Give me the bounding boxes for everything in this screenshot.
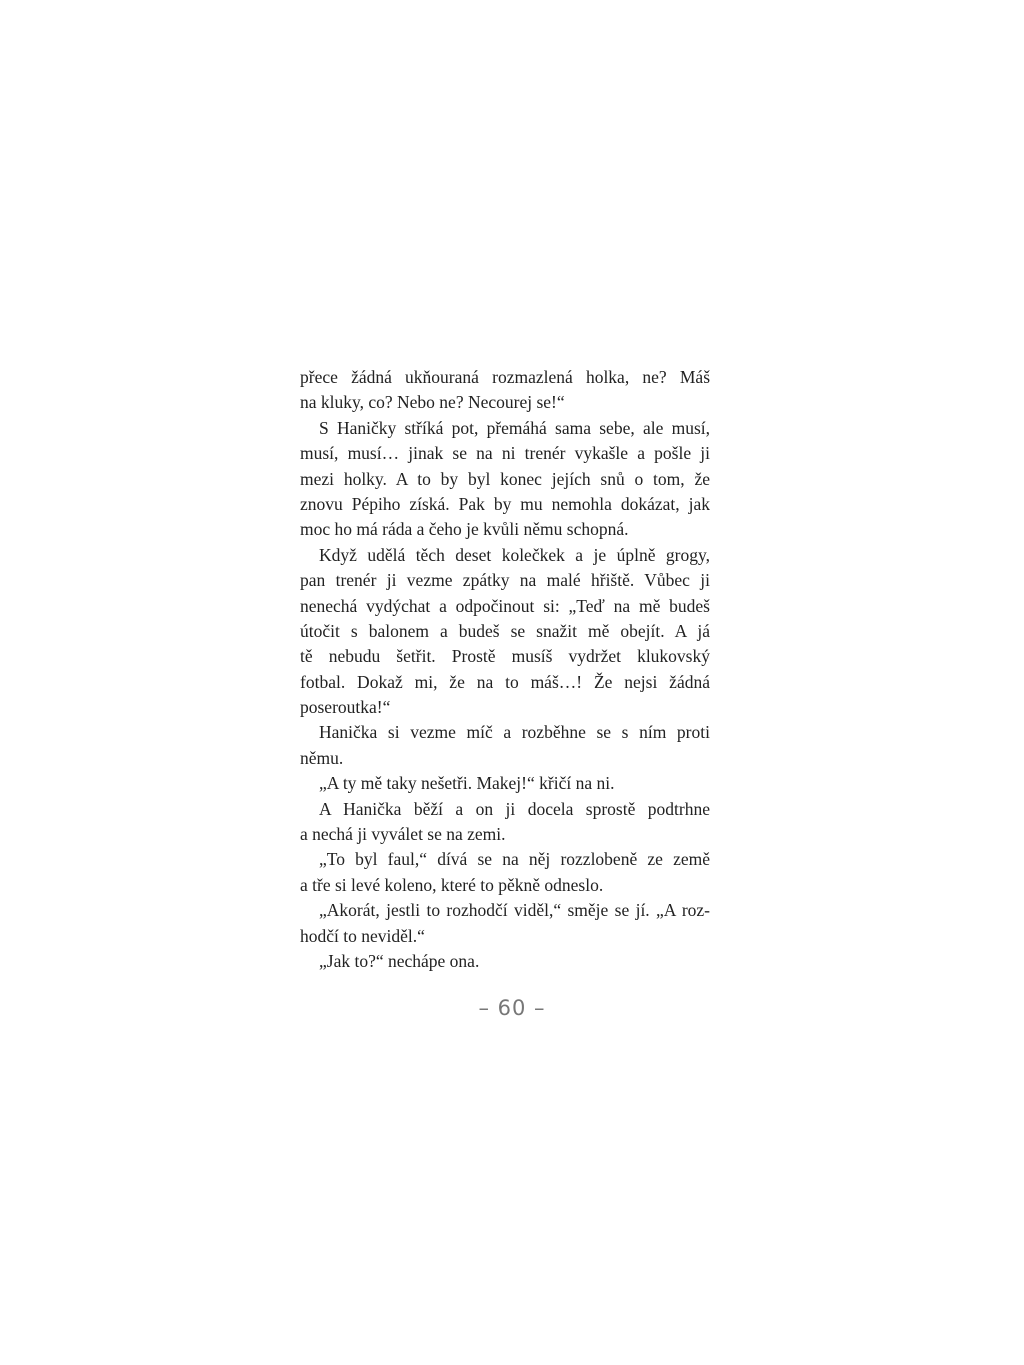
text-line: moc ho má ráda a čeho je kvůli němu schopná. <box>300 519 629 540</box>
text-line: na kluky, co? Nebo ne? Necourej se!“ <box>300 392 565 413</box>
text-line: pan trenér ji vezme zpátky na malé hřiště. Vůbec ji <box>300 570 710 591</box>
text-line: musí, musí… jinak se na ni trenér vykašle a pošle ji <box>300 443 710 464</box>
text-line: „A ty mě taky nešetři. Makej!“ křičí na ni. <box>319 773 615 794</box>
text-line: mezi holky. A to by byl konec jejích snů o tom, že <box>300 468 710 489</box>
text-line: znovu Pépiho získá. Pak by mu nemohla dokázat, jak <box>300 493 710 514</box>
text-line: a tře si levé koleno, které to pěkně odneslo. <box>300 874 604 895</box>
text-line: „Jak to?“ nechápe ona. <box>319 950 480 971</box>
text-line: a nechá ji vyválet se na zemi. <box>300 824 506 845</box>
text-line: útočit s balonem a budeš se snažit mě obejít. A já <box>300 620 710 641</box>
text-line: fotbal. Dokaž mi, že na to máš…! Že nejsi žádná <box>300 671 710 692</box>
text-line: němu. <box>300 747 344 768</box>
body-text <box>300 365 710 974</box>
text-line: tě nebudu šetřit. Prostě musíš vydržet klukovský <box>300 646 710 667</box>
text-line: Hanička si vezme míč a rozběhne se s ním proti <box>319 722 710 743</box>
text-line: poseroutka!“ <box>300 697 391 718</box>
page-number: – 60 – <box>478 996 546 1020</box>
text-line: nenechá vydýchat a odpočinout si: „Teď na mě budeš <box>300 595 710 616</box>
text-line: „Akorát, jestli to rozhodčí viděl,“ směje se jí. „A roz- <box>319 900 710 921</box>
text-line: „To byl faul,“ dívá se na něj rozzlobeně ze země <box>319 849 710 870</box>
text-line: hodčí to neviděl.“ <box>300 925 425 946</box>
text-line: Když udělá těch deset kolečkek a je úplně grogy, <box>319 544 710 565</box>
text-line: S Haničky stříká pot, přemáhá sama sebe, ale musí, <box>319 417 710 438</box>
text-line: přece žádná ukňouraná rozmazlená holka, ne? Máš <box>300 367 710 387</box>
text-line: A Hanička běží a on ji docela sprostě podtrhne <box>319 798 710 819</box>
